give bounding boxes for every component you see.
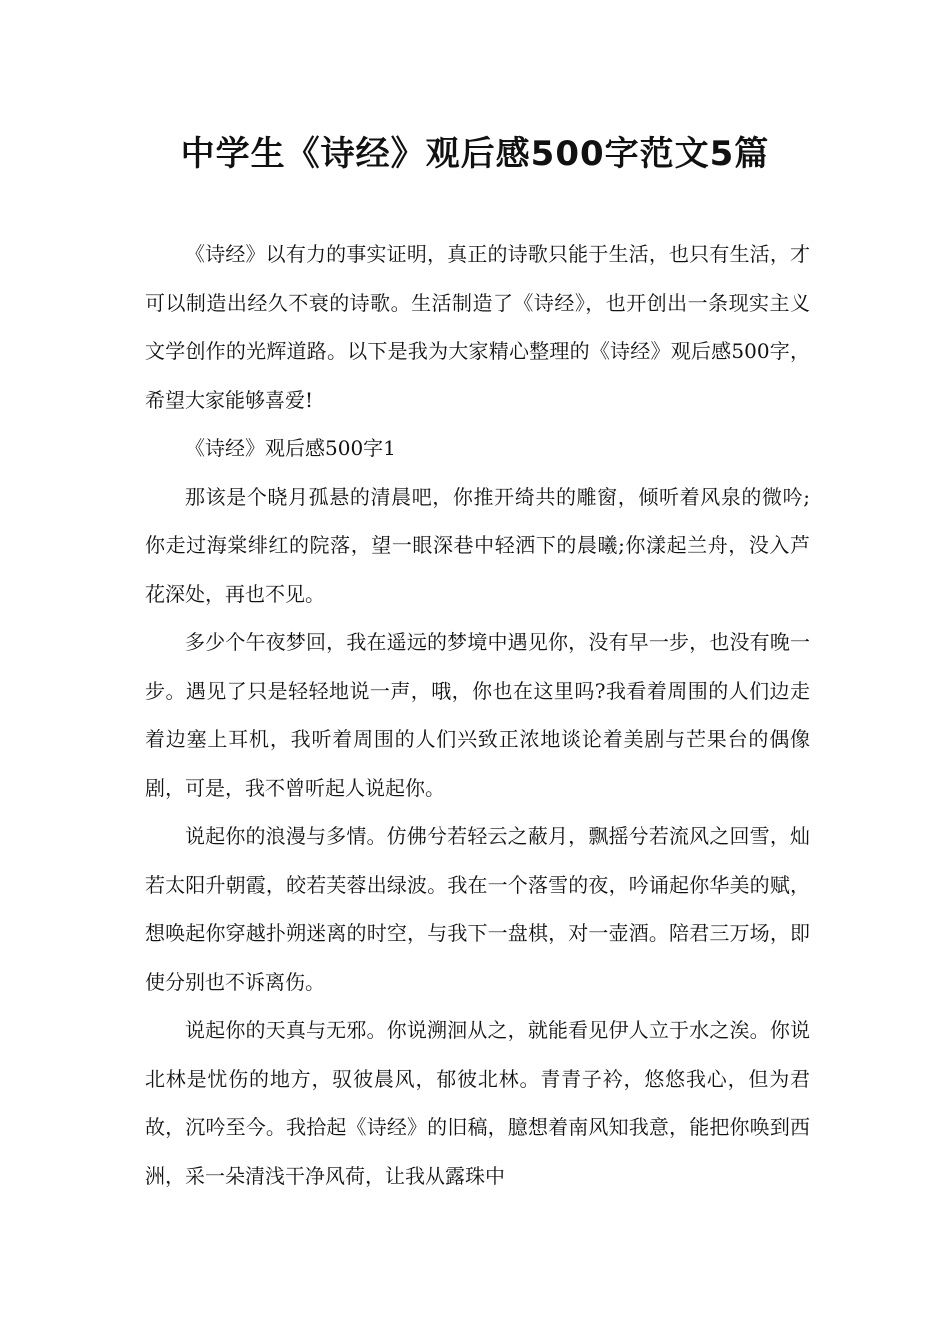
body-paragraph: 多少个午夜梦回，我在遥远的梦境中遇见你，没有早一步，也没有晚一步。遇见了只是轻轻地说一声，哦，你也在这里吗?我看着周围的人们边走着边塞上耳机，我听着周围的人们兴致正浓地谈论着美剧与芒果台的偶像剧，可是，我不曾听起人说起你。	[145, 630, 810, 800]
intro-paragraph: 《诗经》以有力的事实证明，真正的诗歌只能于生活，也只有生活，才可以制造出经久不衰的诗歌。生活制造了《诗经》，也开创出一条现实主义文学创作的光辉道路。以下是我为大家精心整理的《诗经》观后感500字，希望大家能够喜爱!	[145, 242, 810, 412]
body-paragraph: 说起你的浪漫与多情。仿佛兮若轻云之蔽月，飘摇兮若流风之回雪，灿若太阳升朝霞，皎若芙蓉出绿波。我在一个落雪的夜，吟诵起你华美的赋，想唤起你穿越扑朔迷离的时空，与我下一盘棋，对一壶酒。陪君三万场，即使分别也不诉离伤。	[145, 824, 810, 994]
body-paragraph: 那该是个晓月孤悬的清晨吧，你推开绮共的雕窗，倾听着风泉的微吟;你走过海棠绯红的院落，望一眼深巷中轻洒下的晨曦;你漾起兰舟，没入芦花深处，再也不见。	[145, 484, 810, 606]
section-heading: 《诗经》观后感500字1	[185, 436, 396, 460]
body-paragraph: 说起你的天真与无邪。你说溯洄从之，就能看见伊人立于水之涘。你说北林是忧伤的地方，驭彼晨风，郁彼北林。青青子衿，悠悠我心，但为君故，沉吟至今。我拾起《诗经》的旧稿，臆想着南风知我意，能把你唤到西洲，采一朵清浅干净风荷，让我从露珠中	[145, 1018, 810, 1188]
document-title: 中学生《诗经》观后感500字范文5篇	[180, 134, 770, 174]
document-body	[145, 230, 810, 1200]
